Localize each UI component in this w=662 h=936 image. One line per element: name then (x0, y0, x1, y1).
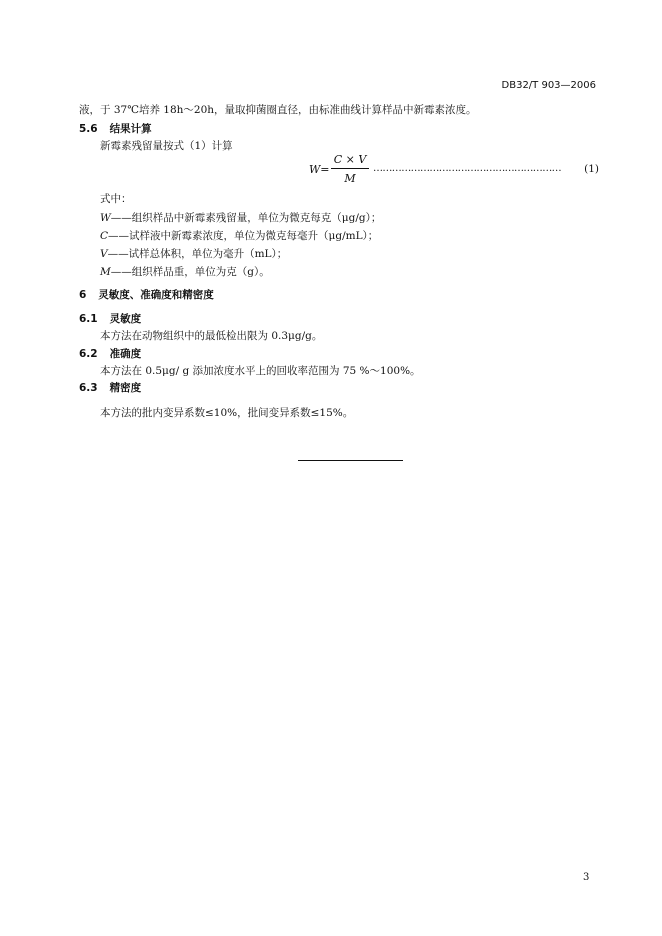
section-number: 6.3 (79, 382, 98, 394)
definition-symbol: W (100, 212, 111, 224)
where-label: 式中： (100, 193, 132, 205)
section-number: 5.6 (79, 123, 98, 135)
section-number: 6.2 (79, 348, 98, 360)
definition-text: ——试样液中新霉素浓度，单位为微克每毫升（μg/mL）； (108, 230, 379, 242)
definition-text: ——组织样品重，单位为克（g）。 (110, 266, 270, 278)
definition-text: ——组织样品中新霉素残留量，单位为微克每克（μg/g）； (110, 212, 382, 224)
definition-item (100, 228, 378, 243)
formula-leader-dots: …………………………………………………… (373, 163, 562, 174)
section-6-1-text: 本方法在动物组织中的最低检出限为 0.3μg/g。 (100, 330, 323, 342)
page-number: 3 (583, 872, 590, 883)
section-6-3-heading (79, 380, 141, 395)
formula-intro: 新霉素残留量按式（1）计算 (100, 140, 233, 152)
section-6-3-text: 本方法的批内变异系数≤10%，批间变异系数≤15%。 (100, 407, 354, 419)
definition-item (100, 246, 287, 261)
fraction-bar (331, 168, 369, 169)
section-6-1-heading (79, 311, 141, 326)
section-title: 结果计算 (109, 123, 152, 135)
section-number: 6 (79, 289, 87, 301)
formula-numerator: C × V (333, 153, 367, 166)
document-code-header: DB32/T 903—2006 (501, 80, 596, 91)
section-number: 6.1 (79, 313, 98, 325)
definition-symbol: M (100, 266, 111, 278)
definition-symbol: C (100, 230, 109, 242)
section-title: 灵敏度、准确度和精密度 (98, 289, 214, 301)
equation-number: (1) (584, 163, 599, 175)
section-6-heading (79, 287, 214, 302)
definition-item (100, 264, 270, 279)
section-title: 灵敏度 (109, 313, 142, 325)
section-title: 精密度 (109, 382, 142, 394)
end-of-document-rule (298, 460, 403, 461)
continuation-paragraph: 液，于 37℃培养 18h～20h，量取抑菌圈直径，由标准曲线计算样品中新霉素浓度。 (79, 104, 477, 116)
definition-text: ——试样总体积，单位为毫升（mL）； (107, 248, 288, 260)
section-title: 准确度 (109, 348, 142, 360)
formula-lhs: W= (309, 163, 330, 176)
formula-denominator: M (344, 172, 356, 185)
definition-symbol: V (100, 248, 108, 260)
formula-1 (309, 153, 599, 189)
section-5-6-heading (79, 121, 152, 136)
definition-item (100, 210, 381, 225)
section-6-2-text: 本方法在 0.5μg/ g 添加浓度水平上的回收率范围为 75 %～100%。 (100, 365, 421, 377)
section-6-2-heading (79, 346, 141, 361)
